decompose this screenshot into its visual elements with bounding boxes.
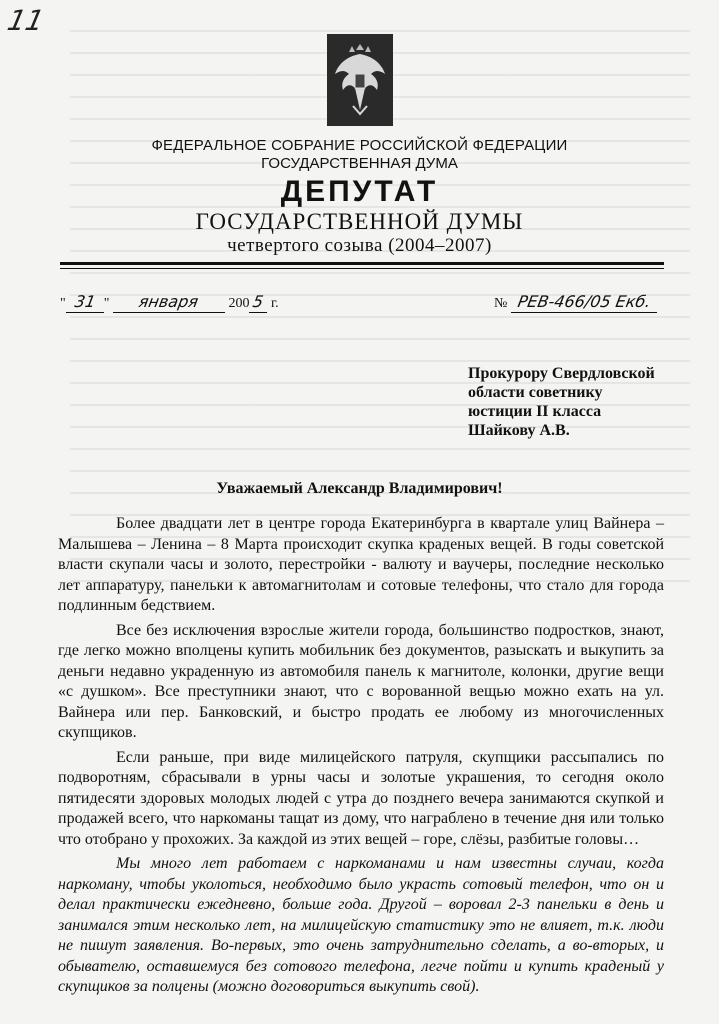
double-headed-eagle-emblem-icon	[327, 34, 393, 126]
body-paragraph: Более двадцати лет в центре города Екатеринбурга в квартале улиц Вайнера – Малышева – Ленина – 8 Марта происходит скупка краденых вещей. В годы советской власти скупали часы и золото, перестройки - валюту и ваучеры, последние несколько лет аппаратуру, панельки к автомагнитолам и сотовые телефоны, что стало для города подлинным бедствием.	[58, 515, 664, 614]
date-quote-open: "	[60, 296, 66, 311]
addressee-line: области советнику	[468, 384, 603, 401]
header-divider-thick	[60, 262, 664, 265]
number-field	[511, 292, 657, 313]
letter-body	[58, 514, 664, 1002]
outgoing-number	[494, 292, 657, 313]
date-year-digit: 5	[251, 292, 266, 311]
date-day-field	[66, 292, 104, 313]
date-month-field	[113, 292, 225, 313]
addressee-block	[468, 364, 655, 440]
date-quote-close: "	[103, 296, 110, 311]
body-paragraph: Все без исключения взрослые жители города, большинство подростков, знают, где легко можно вполцены купить мобильник без документов, разыскать и выкупить за деньги недавно украденную из автомобиля панель к магнитоле, колонки, другие вещи «с душком». Все преступники знают, что с ворованной вещью можно ехать на ул. Вайнера или пер. Банковский, и быстро продать ее любому из многочисленных скупщиков.	[58, 621, 664, 741]
salutation: Уважаемый Александр Владимирович!	[216, 480, 503, 497]
number-label: №	[494, 296, 508, 311]
header-convocation: четвертого созыва (2004–2007)	[227, 235, 492, 256]
header-subtitle: ГОСУДАРСТВЕННОЙ ДУМЫ	[195, 209, 524, 234]
number-value: РЕВ-466/05 Екб.	[515, 292, 652, 311]
date-day: 31	[72, 292, 97, 311]
letter-date	[60, 292, 279, 313]
header-duma: ГОСУДАРСТВЕННАЯ ДУМА	[261, 155, 458, 172]
date-month: января	[137, 292, 201, 311]
addressee-line: Прокурору Свердловской	[468, 365, 655, 382]
page-title: ДЕПУТАТ	[280, 175, 439, 208]
date-year-field	[249, 292, 267, 313]
body-paragraph: Если раньше, при виде милицейского патруля, скупщики рассыпались по подворотням, сбрасывали в урны часы и золотые украшения, то сегодня около пятидесяти здоровых молодых людей с утра до позднего вечера занимаются скупкой и продажей всего, что наркоманы тащат из дому, что награблено в течение дня или только что отобрано у прохожих. За каждой из этих вещей – горе, слёзы, разбитые головы…	[58, 748, 664, 848]
addressee-line: юстиции II класса	[468, 403, 602, 420]
header-parliament: ФЕДЕРАЛЬНОЕ СОБРАНИЕ РОССИЙСКОЙ ФЕДЕРАЦИИ	[151, 137, 568, 154]
date-year-suffix: г.	[270, 296, 279, 311]
addressee-line: Шайкову А.В.	[468, 422, 570, 439]
header-divider-thin	[60, 268, 664, 269]
date-year-prefix: 200	[228, 296, 250, 311]
handwritten-corner-mark: 11	[4, 4, 48, 37]
body-paragraph-italic: Мы много лет работаем с наркоманами и нам известны случаи, когда наркоману, чтобы уколоться, необходимо было украсть сотовый телефон, что он и делал практически ежедневно, больше года. Другой – воровал 2-3 панельки в день и занимался этим несколько лет, на милицейскую статистику это не влияет, т.к. люди не пишут заявления. Во-первых, это очень затруднительно сделать, а во-вторых, и обывателю, оставшемуся без сотового телефона, легче пойти и купить краденый у скупщиков за полцены (можно договориться выкупить свой).	[58, 855, 664, 995]
